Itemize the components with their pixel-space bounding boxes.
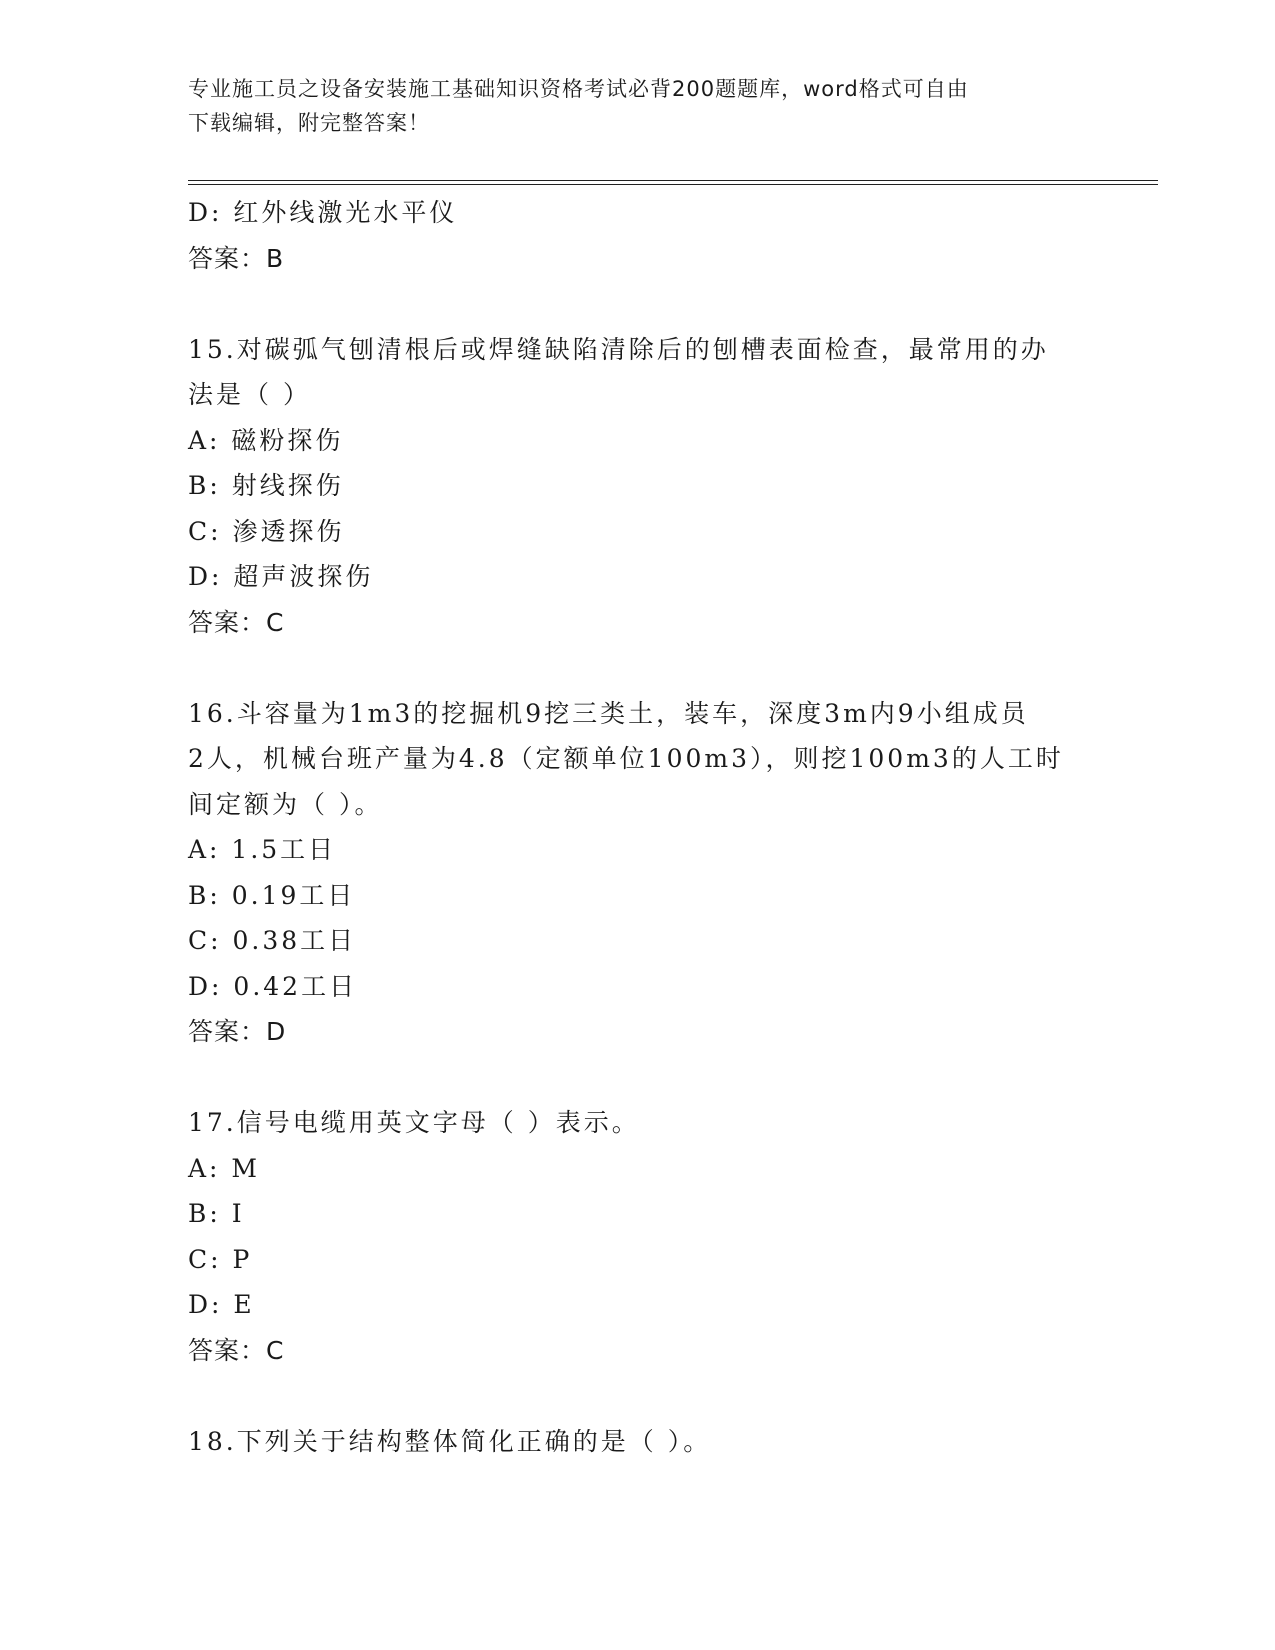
answer-line: 答案：D xyxy=(188,1017,287,1046)
option-b: B: 射线探伤 xyxy=(188,471,344,500)
header-line-2: 下载编辑，附完整答案！ xyxy=(188,111,430,135)
header-divider xyxy=(188,180,1158,185)
question-stem: 法是（ ） xyxy=(188,380,311,409)
option-d: D: 0.42工日 xyxy=(188,971,358,1001)
question-stem: 17.信号电缆用英文字母（ ）表示。 xyxy=(188,1108,640,1137)
question-stem: 15.对碳弧气刨清根后或焊缝缺陷清除后的刨槽表面检查，最常用的办 xyxy=(188,334,1049,364)
answer-line: 答案：C xyxy=(188,607,285,637)
question-block-17 xyxy=(188,1100,1088,1373)
option-c: C: P xyxy=(188,1244,253,1274)
option-c: C: 0.38工日 xyxy=(188,926,357,955)
question-stem: 2人，机械台班产量为4.8（定额单位100m3），则挖100m3的人工时 xyxy=(188,744,1064,773)
answer-line: 答案：C xyxy=(188,1335,285,1365)
option-d: D: E xyxy=(188,1290,255,1319)
spacer xyxy=(188,1055,1088,1101)
option-d: D: 红外线激光水平仪 xyxy=(188,198,458,227)
header-line-1: 专业施工员之设备安装施工基础知识资格考试必背200题题库，word格式可自由 xyxy=(188,77,969,101)
option-a: A: M xyxy=(188,1153,261,1183)
spacer xyxy=(188,1373,1088,1419)
option-d: D: 超声波探伤 xyxy=(188,562,374,591)
question-list xyxy=(188,190,1088,1464)
option-a: A: 1.5工日 xyxy=(188,835,337,864)
question-block-16 xyxy=(188,691,1088,1055)
question-stem: 间定额为（ ）。 xyxy=(188,789,383,819)
question-block-18 xyxy=(188,1419,1088,1465)
question-block-prev xyxy=(188,190,1088,281)
document-header xyxy=(188,72,1088,140)
spacer xyxy=(188,281,1088,327)
document-page xyxy=(188,0,1158,1650)
option-a: A: 磁粉探伤 xyxy=(188,425,344,455)
question-stem: 16.斗容量为1m3的挖掘机9挖三类土，装车，深度3m内9小组成员 xyxy=(188,698,1029,728)
option-b: B: 0.19工日 xyxy=(188,880,356,910)
spacer xyxy=(188,645,1088,691)
question-block-15 xyxy=(188,327,1088,646)
option-c: C: 渗透探伤 xyxy=(188,516,345,546)
option-b: B: I xyxy=(188,1199,245,1228)
answer-line: 答案：B xyxy=(188,243,285,273)
question-stem: 18.下列关于结构整体简化正确的是（ ）。 xyxy=(188,1426,712,1456)
